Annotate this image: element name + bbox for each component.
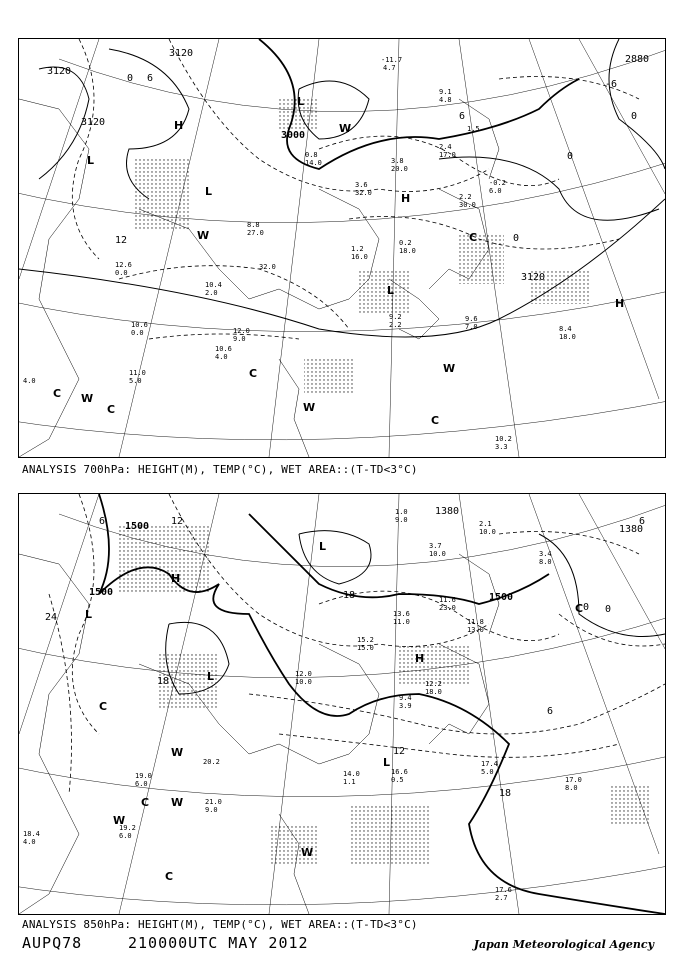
station-value: 10.2 <box>495 435 512 443</box>
temp-label-18b: 18 <box>499 788 512 799</box>
temp-label-18c: 18 <box>343 590 356 601</box>
height-label-1500c: 1500 <box>489 592 514 603</box>
system-cold: C <box>53 387 62 400</box>
station-value: 10.6 <box>215 345 232 353</box>
system-warm: W <box>81 392 94 405</box>
temp-label-0a: 0 <box>605 604 612 615</box>
height-label-1500a: 1500 <box>125 521 150 532</box>
system-low: L <box>319 540 327 553</box>
system-cold: C <box>99 700 108 713</box>
height-label-3120c: 3120 <box>81 117 106 128</box>
graticule <box>19 39 665 457</box>
station-value: 9.6 <box>465 315 478 323</box>
station-value: 16.0 <box>351 253 368 261</box>
system-high: H <box>174 119 184 132</box>
system-high: H <box>401 192 411 205</box>
temp-label-6b: 6 <box>547 706 554 717</box>
station-value: 3.9 <box>399 702 412 710</box>
height-label-3000: 3000 <box>281 130 306 141</box>
temp-label-6b: 6 <box>459 111 466 122</box>
station-value: 18.0 <box>425 688 442 696</box>
station-value: 8.8 <box>247 221 260 229</box>
system-low: L <box>383 756 391 769</box>
temperature-labels <box>115 73 637 246</box>
height-label-1380b: 1380 <box>619 524 644 535</box>
temp-label-0d: 0 <box>631 111 638 122</box>
station-value: 10.6 <box>131 321 148 329</box>
station-value: 17.4 <box>481 760 498 768</box>
station-value: 1.2 <box>351 245 364 253</box>
system-low: L <box>205 185 213 198</box>
station-value: 4.7 <box>383 64 396 72</box>
station-value: 19.0 <box>135 772 152 780</box>
station-value: 4.8 <box>439 96 452 104</box>
station-value: 9.0 <box>233 335 246 343</box>
station-value: 11.0 <box>129 369 146 377</box>
station-value: 14.0 <box>343 770 360 778</box>
system-cold: C <box>141 796 150 809</box>
wet-areas <box>119 524 649 864</box>
station-value: 6.0 <box>489 187 502 195</box>
station-value: 16.6 <box>391 768 408 776</box>
chart-code: AUPQ78 <box>22 934 83 952</box>
station-value: 30.0 <box>459 201 476 209</box>
station-value: 18.0 <box>399 247 416 255</box>
map-850hpa <box>19 494 665 914</box>
station-value: 13.0 <box>467 626 484 634</box>
system-cold: C <box>249 367 258 380</box>
station-value: 0.2 <box>399 239 412 247</box>
station-value: 21.0 <box>205 798 222 806</box>
station-value: 6.0 <box>119 832 132 840</box>
temp-label-12b: 12 <box>393 746 406 757</box>
temp-label-0b: 0 <box>583 602 590 613</box>
station-value: 12.2 <box>425 680 442 688</box>
temp-label-6a: 6 <box>99 516 106 527</box>
station-value: 7.0 <box>465 323 478 331</box>
station-value: 4.0 <box>215 353 228 361</box>
temp-label-12a: 12 <box>171 516 184 527</box>
station-value: 17.0 <box>439 151 456 159</box>
station-value: 3.8 <box>391 157 404 165</box>
station-value: 11.6 <box>439 596 456 604</box>
station-value: 17.0 <box>565 776 582 784</box>
station-value: 8.4 <box>559 325 572 333</box>
station-value: 2.7 <box>495 894 508 902</box>
system-low: L <box>297 95 305 108</box>
temp-label-0b: 0 <box>513 233 520 244</box>
station-value: 9.0 <box>395 516 408 524</box>
station-value: 3.4 <box>539 550 552 558</box>
temp-label-24: 24 <box>45 612 58 623</box>
station-value: 12.0 <box>233 327 250 335</box>
system-warm: W <box>171 746 184 759</box>
station-value: 27.0 <box>247 229 264 237</box>
station-value: 11.0 <box>393 618 410 626</box>
system-high: H <box>415 652 425 665</box>
station-value: 0.0 <box>115 269 128 277</box>
graticule <box>19 494 665 914</box>
station-value: 9.0 <box>205 806 218 814</box>
station-value: 4.0 <box>23 377 36 385</box>
system-warm: W <box>339 122 352 135</box>
station-value: 4.0 <box>23 838 36 846</box>
temp-label-18a: 18 <box>157 676 170 687</box>
temp-label-12: 12 <box>115 235 128 246</box>
station-value: 32.0 <box>259 263 276 271</box>
station-value: 10.0 <box>295 678 312 686</box>
height-label-3120d: 3120 <box>521 272 546 283</box>
system-low: L <box>387 284 395 297</box>
station-value: 9.1 <box>439 88 452 96</box>
height-label-3120b: 3120 <box>169 48 194 59</box>
station-value: 15.2 <box>357 636 374 644</box>
system-warm: W <box>113 814 126 827</box>
height-label-3120a: 3120 <box>47 66 72 77</box>
height-label-1500b: 1500 <box>89 587 114 598</box>
map-panel-700hpa <box>18 38 666 458</box>
system-high: H <box>171 572 181 585</box>
station-value: 32.0 <box>355 189 372 197</box>
temp-label-0a: 0 <box>127 73 134 84</box>
station-value: 12.0 <box>295 670 312 678</box>
station-value: 19.2 <box>119 824 136 832</box>
height-label-2880: 2880 <box>625 54 650 65</box>
station-value: 17.6 <box>495 886 512 894</box>
station-value: 12.6 <box>115 261 132 269</box>
station-value: 2.1 <box>479 520 492 528</box>
system-low: L <box>85 608 93 621</box>
station-value: 5.0 <box>129 377 142 385</box>
station-value: 1.5 <box>467 125 480 133</box>
station-value: 5.0 <box>481 768 494 776</box>
station-value: 11.8 <box>467 618 484 626</box>
temp-label-minus6: -6 <box>605 79 618 90</box>
system-cold: C <box>575 602 584 615</box>
system-warm: W <box>443 362 456 375</box>
station-value: -11.7 <box>381 56 403 64</box>
station-value: 1.1 <box>343 778 356 786</box>
station-value: 2.4 <box>439 143 452 151</box>
station-value: 10.0 <box>479 528 496 536</box>
station-value: 2.2 <box>389 321 402 329</box>
system-warm: W <box>303 401 316 414</box>
system-cold: C <box>165 870 174 883</box>
system-warm: W <box>197 229 210 242</box>
system-cold: C <box>107 403 116 416</box>
station-value: 15.0 <box>357 644 374 652</box>
station-value: 23.0 <box>439 604 456 612</box>
temp-label-6a: 6 <box>147 73 154 84</box>
temp-label-6c: 6 <box>639 516 646 527</box>
station-value: 20.0 <box>391 165 408 173</box>
temp-label-0c: 0 <box>567 151 574 162</box>
caption-700hpa: ANALYSIS 700hPa: HEIGHT(M), TEMP(°C), WET AREA::(T-TD<3°C) <box>22 463 418 476</box>
system-warm: W <box>171 796 184 809</box>
station-value: 0.8 <box>305 151 318 159</box>
station-value: 9.4 <box>399 694 412 702</box>
station-value: 8.0 <box>539 558 552 566</box>
station-value: 10.0 <box>429 550 446 558</box>
station-value: 3.3 <box>495 443 508 451</box>
station-value: 0.5 <box>391 776 404 784</box>
station-value: 14.0 <box>305 159 322 167</box>
station-value: 18.0 <box>559 333 576 341</box>
station-value: 3.6 <box>355 181 368 189</box>
system-cold: C <box>431 414 440 427</box>
system-low: L <box>207 670 215 683</box>
system-low: L <box>87 154 95 167</box>
valid-time: 210000UTC MAY 2012 <box>128 934 309 952</box>
station-value: 0.0 <box>131 329 144 337</box>
station-value: 20.2 <box>203 758 220 766</box>
station-value: 2.2 <box>459 193 472 201</box>
map-700hpa <box>19 39 665 457</box>
system-high: H <box>615 297 625 310</box>
station-value: 18.4 <box>23 830 40 838</box>
station-value: 9.2 <box>389 313 402 321</box>
agency-name: Japan Meteorological Agency <box>473 938 654 951</box>
map-panel-850hpa <box>18 493 666 915</box>
station-value: 3.7 <box>429 542 442 550</box>
height-label-1380a: 1380 <box>435 506 460 517</box>
station-value: 8.0 <box>565 784 578 792</box>
station-value: 6.0 <box>135 780 148 788</box>
caption-850hpa: ANALYSIS 850hPa: HEIGHT(M), TEMP(°C), WET AREA::(T-TD<3°C) <box>22 918 418 931</box>
station-value: 10.4 <box>205 281 222 289</box>
station-value: -0.2 <box>489 179 506 187</box>
system-warm: W <box>301 846 314 859</box>
station-value: 2.0 <box>205 289 218 297</box>
station-value: 1.0 <box>395 508 408 516</box>
system-cold: C <box>469 231 478 244</box>
station-value: 13.6 <box>393 610 410 618</box>
